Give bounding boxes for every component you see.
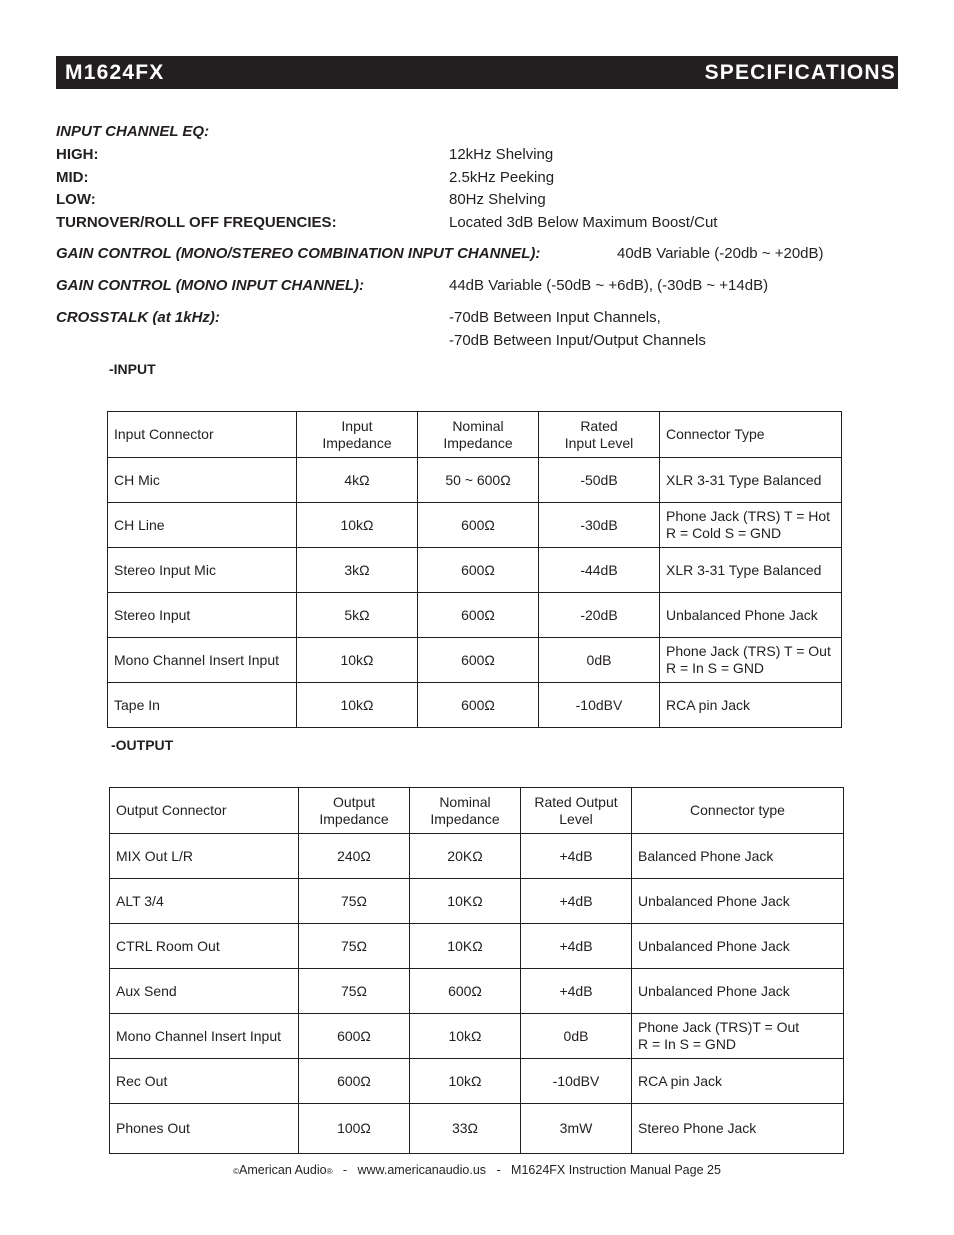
cell-input-impedance bbox=[297, 593, 418, 638]
cell-input-impedance bbox=[297, 638, 418, 683]
header-impedance-1 bbox=[297, 412, 418, 458]
copyright-symbol: © bbox=[233, 1167, 239, 1176]
cell-connector-text: Tape In bbox=[114, 696, 160, 713]
header-impedance-1-text: Input bbox=[341, 417, 373, 434]
cell-type bbox=[632, 969, 844, 1014]
cell-type-text: Unbalanced Phone Jack bbox=[638, 982, 790, 999]
cell-type bbox=[660, 593, 842, 638]
cell-input-impedance-text: 10kΩ bbox=[340, 651, 374, 668]
output-table-body bbox=[110, 788, 844, 1154]
cell-type-text: Unbalanced Phone Jack bbox=[638, 937, 790, 954]
header-connector bbox=[108, 412, 297, 458]
cell-input-impedance-text: 4kΩ bbox=[344, 471, 370, 488]
cell-type bbox=[632, 1059, 844, 1104]
table-header-row bbox=[110, 788, 844, 834]
header-connector-type bbox=[660, 412, 842, 458]
header-impedance-2-text: Nominal bbox=[439, 793, 491, 810]
registered-symbol: ® bbox=[326, 1167, 333, 1176]
cell-nominal-impedance-text: 10KΩ bbox=[447, 937, 483, 954]
cell-nominal-impedance-text: 50 ~ 600Ω bbox=[445, 471, 511, 488]
cell-connector-text: Mono Channel Insert Input bbox=[114, 651, 279, 668]
cell-output-impedance-text: 75Ω bbox=[340, 937, 368, 954]
cell-rated-level-text: 0dB bbox=[586, 651, 612, 668]
cell-connector-text: CH Mic bbox=[114, 471, 160, 488]
cell-type bbox=[660, 503, 842, 548]
cell-output-impedance-text: 600Ω bbox=[337, 1072, 371, 1089]
table-row bbox=[110, 1104, 844, 1154]
cell-nominal-impedance-text: 600Ω bbox=[461, 561, 495, 578]
cell-input-impedance bbox=[297, 503, 418, 548]
header-rated-level-text: Rated Output bbox=[534, 793, 618, 810]
cell-nominal-impedance bbox=[418, 503, 539, 548]
header-impedance-2 bbox=[410, 788, 521, 834]
cell-output-impedance bbox=[299, 924, 410, 969]
table-row bbox=[108, 593, 842, 638]
cell-connector-text: Rec Out bbox=[116, 1072, 168, 1089]
cell-nominal-impedance bbox=[410, 969, 521, 1014]
header-connector-type-text: Connector Type bbox=[666, 426, 765, 442]
header-impedance-1-text: Impedance bbox=[319, 810, 389, 827]
cell-type-text: Unbalanced Phone Jack bbox=[638, 892, 790, 909]
footer-company: American Audio bbox=[239, 1163, 327, 1177]
cell-nominal-impedance-text: 20KΩ bbox=[447, 847, 483, 864]
gain-mono-label: GAIN CONTROL (MONO INPUT CHANNEL): bbox=[56, 277, 365, 294]
cell-rated-level bbox=[521, 1104, 632, 1154]
cell-nominal-impedance-text: 33Ω bbox=[451, 1120, 479, 1136]
cell-connector bbox=[108, 683, 297, 728]
mid-value: 2.5kHz Peeking bbox=[449, 169, 555, 186]
cell-connector bbox=[110, 834, 299, 879]
cell-nominal-impedance bbox=[410, 834, 521, 879]
cell-connector bbox=[110, 969, 299, 1014]
gain-stereo-value: 40dB Variable (-20db ~ +20dB) bbox=[617, 245, 824, 262]
cell-connector bbox=[108, 638, 297, 683]
output-section-label: -OUTPUT bbox=[111, 737, 174, 753]
cell-input-impedance bbox=[297, 548, 418, 593]
cell-input-impedance bbox=[297, 458, 418, 503]
cell-rated-level bbox=[539, 593, 660, 638]
cell-rated-level-text: -20dB bbox=[580, 606, 618, 623]
cell-type-text: RCA pin Jack bbox=[666, 696, 751, 713]
cell-connector bbox=[108, 548, 297, 593]
header-impedance-2-text: Impedance bbox=[443, 434, 513, 451]
cell-output-impedance bbox=[299, 1104, 410, 1154]
cell-output-impedance bbox=[299, 834, 410, 879]
cell-rated-level-text: +4dB bbox=[559, 937, 593, 954]
cell-output-impedance bbox=[299, 1059, 410, 1104]
cell-connector-text: CH Line bbox=[114, 516, 165, 533]
cell-type-text: Phone Jack (TRS)T = Out bbox=[638, 1019, 800, 1035]
cell-nominal-impedance-text: 600Ω bbox=[461, 651, 495, 668]
cell-connector-text: Stereo Input Mic bbox=[114, 561, 216, 578]
header-connector-text: Input Connector bbox=[114, 426, 214, 442]
table-row bbox=[108, 683, 842, 728]
cell-rated-level-text: +4dB bbox=[559, 892, 593, 909]
table-row bbox=[108, 503, 842, 548]
input-section-label: -INPUT bbox=[109, 361, 156, 377]
table-row bbox=[108, 638, 842, 683]
cell-type bbox=[632, 1014, 844, 1059]
cell-input-impedance-text: 10kΩ bbox=[340, 696, 374, 713]
cell-rated-level bbox=[539, 458, 660, 503]
cell-type-text: Balanced Phone Jack bbox=[638, 847, 774, 864]
cell-rated-level-text: +4dB bbox=[559, 982, 593, 999]
gain-mono-value: 44dB Variable (-50dB ~ +6dB), (-30dB ~ +14dB) bbox=[449, 277, 769, 294]
cell-rated-level bbox=[539, 503, 660, 548]
header-impedance-1 bbox=[299, 788, 410, 834]
cell-nominal-impedance bbox=[418, 683, 539, 728]
table-row bbox=[110, 879, 844, 924]
cell-rated-level bbox=[521, 1059, 632, 1104]
cell-rated-level-text: -30dB bbox=[580, 516, 618, 533]
crosstalk-value-2: -70dB Between Input/Output Channels bbox=[449, 332, 706, 349]
header-rated-level bbox=[521, 788, 632, 834]
cell-connector bbox=[108, 503, 297, 548]
page-footer bbox=[0, 1163, 954, 1177]
output-spec-table bbox=[109, 787, 844, 1154]
low-label: LOW: bbox=[56, 191, 96, 208]
cell-nominal-impedance-text: 10kΩ bbox=[448, 1072, 482, 1089]
table-row bbox=[110, 1059, 844, 1104]
cell-type-text: Stereo Phone Jack bbox=[638, 1120, 757, 1136]
header-impedance-2-text: Nominal bbox=[452, 417, 504, 434]
cell-connector-text: ALT 3/4 bbox=[116, 892, 164, 909]
cell-connector-text: Mono Channel Insert Input bbox=[116, 1027, 281, 1044]
header-impedance-1-text: Impedance bbox=[322, 434, 392, 451]
cell-type-text: Phone Jack (TRS) T = Hot bbox=[666, 508, 831, 524]
header-connector bbox=[110, 788, 299, 834]
cell-input-impedance-text: 5kΩ bbox=[344, 606, 370, 623]
cell-rated-level bbox=[521, 969, 632, 1014]
cell-nominal-impedance bbox=[410, 879, 521, 924]
cell-type-text: R = In S = GND bbox=[666, 660, 765, 676]
cell-nominal-impedance bbox=[410, 1014, 521, 1059]
cell-nominal-impedance-text: 600Ω bbox=[448, 982, 482, 999]
cell-connector bbox=[110, 879, 299, 924]
cell-connector-text: CTRL Room Out bbox=[116, 937, 220, 954]
cell-connector-text: MIX Out L/R bbox=[116, 847, 194, 864]
header-connector-type bbox=[632, 788, 844, 834]
cell-connector-text: Stereo Input bbox=[114, 606, 191, 623]
section-title: SPECIFICATIONS bbox=[704, 60, 896, 84]
header-connector-type-text: Connector type bbox=[690, 802, 785, 818]
header-bar bbox=[56, 56, 898, 89]
table-row bbox=[110, 969, 844, 1014]
high-value: 12kHz Shelving bbox=[449, 146, 554, 163]
header-impedance-2-text: Impedance bbox=[430, 810, 500, 827]
header-connector-text: Output Connector bbox=[116, 802, 227, 818]
cell-rated-level bbox=[521, 834, 632, 879]
cell-type-text: RCA pin Jack bbox=[638, 1072, 723, 1089]
footer-website: www.americanaudio.us bbox=[357, 1163, 487, 1177]
cell-output-impedance bbox=[299, 1014, 410, 1059]
cell-type-text: Unbalanced Phone Jack bbox=[666, 606, 818, 623]
table-row bbox=[110, 834, 844, 879]
table-row bbox=[110, 1014, 844, 1059]
footer-separator-1: - bbox=[342, 1163, 348, 1177]
cell-nominal-impedance bbox=[418, 593, 539, 638]
cell-nominal-impedance bbox=[418, 458, 539, 503]
cell-output-impedance-text: 75Ω bbox=[340, 982, 368, 999]
header-rated-level bbox=[539, 412, 660, 458]
header-impedance-1-text: Output bbox=[332, 793, 376, 810]
cell-nominal-impedance bbox=[410, 1059, 521, 1104]
cell-connector bbox=[110, 924, 299, 969]
cell-type-text: XLR 3-31 Type Balanced bbox=[666, 471, 822, 488]
header-rated-level-text: Level bbox=[559, 810, 593, 827]
cell-type bbox=[632, 924, 844, 969]
cell-connector bbox=[110, 1104, 299, 1154]
cell-type bbox=[632, 879, 844, 924]
model-title: M1624FX bbox=[65, 60, 165, 84]
header-rated-level-text: Input Level bbox=[564, 434, 634, 451]
cell-nominal-impedance bbox=[418, 638, 539, 683]
cell-output-impedance-text: 75Ω bbox=[340, 892, 368, 909]
cell-rated-level-text: -10dBV bbox=[575, 696, 623, 713]
eq-heading: INPUT CHANNEL EQ: bbox=[56, 123, 210, 140]
input-spec-table bbox=[107, 411, 842, 728]
table-header-row bbox=[108, 412, 842, 458]
cell-rated-level bbox=[539, 683, 660, 728]
table-row bbox=[108, 458, 842, 503]
cell-type-text: R = In S = GND bbox=[638, 1036, 737, 1052]
cell-type-text: R = Cold S = GND bbox=[666, 525, 782, 541]
gain-stereo-label: GAIN CONTROL (MONO/STEREO COMBINATION INPUT CHANNEL): bbox=[56, 245, 541, 262]
cell-input-impedance bbox=[297, 683, 418, 728]
table-row bbox=[110, 924, 844, 969]
turnover-value: Located 3dB Below Maximum Boost/Cut bbox=[449, 214, 718, 231]
cell-nominal-impedance-text: 600Ω bbox=[461, 696, 495, 713]
cell-rated-level-text: -50dB bbox=[580, 471, 618, 488]
cell-type-text: XLR 3-31 Type Balanced bbox=[666, 561, 822, 578]
cell-type bbox=[632, 1104, 844, 1154]
header-impedance-2 bbox=[418, 412, 539, 458]
low-value: 80Hz Shelving bbox=[449, 191, 546, 208]
cell-connector-text: Aux Send bbox=[116, 982, 177, 999]
cell-rated-level-text: 0dB bbox=[563, 1027, 589, 1044]
cell-nominal-impedance-text: 600Ω bbox=[461, 516, 495, 533]
cell-rated-level bbox=[521, 924, 632, 969]
cell-type bbox=[660, 458, 842, 503]
cell-connector bbox=[110, 1014, 299, 1059]
high-label: HIGH: bbox=[56, 146, 99, 163]
cell-rated-level-text: 3mW bbox=[559, 1120, 593, 1136]
cell-nominal-impedance bbox=[418, 548, 539, 593]
cell-type-text: Phone Jack (TRS) T = Out bbox=[666, 643, 831, 659]
cell-output-impedance bbox=[299, 879, 410, 924]
turnover-label: TURNOVER/ROLL OFF FREQUENCIES: bbox=[56, 214, 337, 231]
footer-separator-2: - bbox=[496, 1163, 501, 1177]
cell-connector-text: Phones Out bbox=[116, 1120, 190, 1136]
cell-connector bbox=[108, 458, 297, 503]
cell-rated-level bbox=[521, 879, 632, 924]
mid-label: MID: bbox=[56, 169, 89, 186]
cell-nominal-impedance-text: 10kΩ bbox=[448, 1027, 482, 1044]
crosstalk-value-1: -70dB Between Input Channels, bbox=[449, 309, 661, 326]
cell-output-impedance-text: 240Ω bbox=[337, 847, 371, 864]
cell-rated-level-text: +4dB bbox=[559, 847, 593, 864]
cell-nominal-impedance bbox=[410, 924, 521, 969]
cell-rated-level bbox=[539, 638, 660, 683]
cell-input-impedance-text: 3kΩ bbox=[344, 561, 370, 578]
cell-type bbox=[632, 834, 844, 879]
cell-output-impedance-text: 600Ω bbox=[337, 1027, 371, 1044]
cell-rated-level-text: -44dB bbox=[580, 561, 618, 578]
cell-input-impedance-text: 10kΩ bbox=[340, 516, 374, 533]
cell-type bbox=[660, 638, 842, 683]
cell-rated-level bbox=[521, 1014, 632, 1059]
cell-nominal-impedance-text: 600Ω bbox=[461, 606, 495, 623]
cell-rated-level-text: -10dBV bbox=[552, 1072, 600, 1089]
cell-type bbox=[660, 548, 842, 593]
header-rated-level-text: Rated bbox=[580, 417, 618, 434]
input-table-body bbox=[108, 412, 842, 728]
cell-rated-level bbox=[539, 548, 660, 593]
cell-nominal-impedance bbox=[410, 1104, 521, 1154]
table-row bbox=[108, 548, 842, 593]
cell-type bbox=[660, 683, 842, 728]
cell-nominal-impedance-text: 10KΩ bbox=[447, 892, 483, 909]
cell-connector bbox=[110, 1059, 299, 1104]
cell-output-impedance-text: 100Ω bbox=[337, 1120, 371, 1136]
cell-output-impedance bbox=[299, 969, 410, 1014]
crosstalk-label: CROSSTALK (at 1kHz): bbox=[56, 309, 220, 326]
footer-page-info: M1624FX Instruction Manual Page 25 bbox=[511, 1163, 721, 1177]
cell-connector bbox=[108, 593, 297, 638]
